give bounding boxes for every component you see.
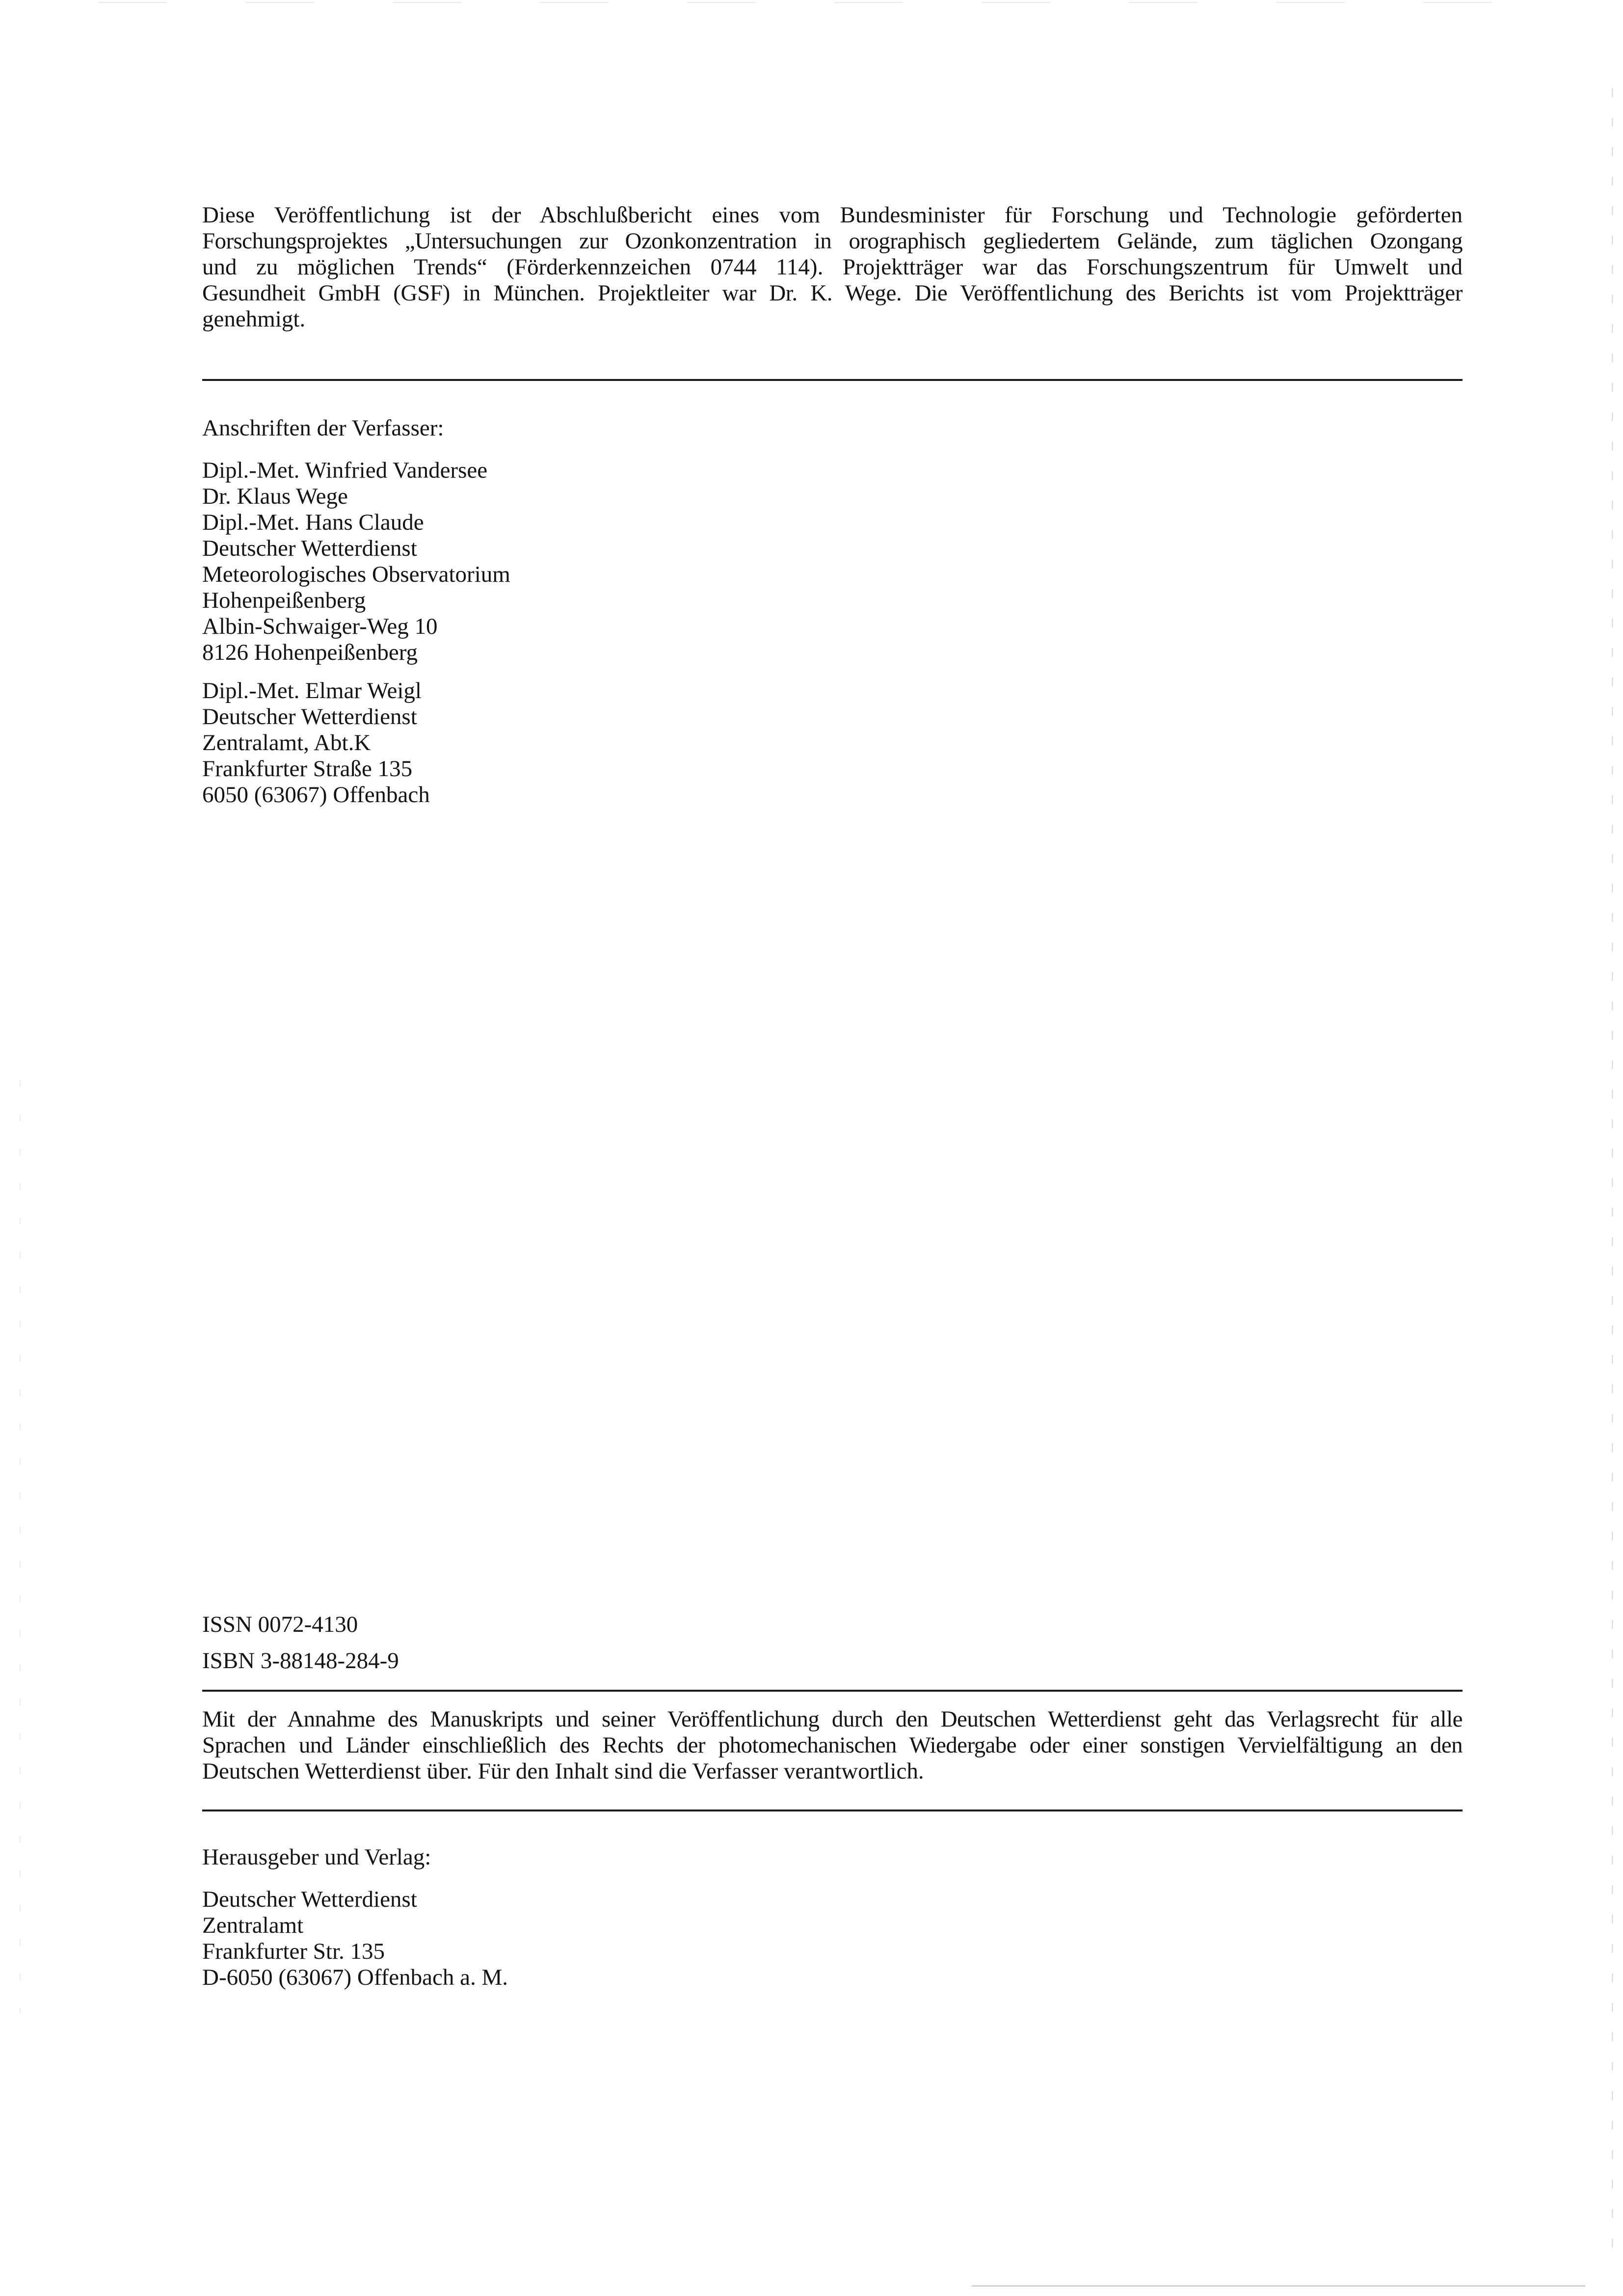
- divider-rule: [202, 379, 1463, 381]
- authors-section: [202, 415, 1463, 808]
- rights-line: Deutschen Wetterdienst über. Für den Inhalt sind die Verfasser verantwortlich.: [202, 1758, 924, 1784]
- address-line: Frankfurter Straße 135: [202, 756, 413, 782]
- publisher-address: [202, 1887, 1463, 1991]
- address-line: Dr. Klaus Wege: [202, 484, 348, 509]
- identifiers-section: [202, 1612, 1463, 1674]
- authors-heading: Anschriften der Verfasser:: [202, 415, 444, 441]
- intro-line: genehmigt.: [202, 306, 306, 332]
- rights-line: Mit der Annahme des Manuskripts und seiner Veröffentlichung durch den Deutschen Wetterdienst geht das Verlagsrecht für alle: [202, 1706, 1463, 1732]
- scan-artifact-right-edge: [1612, 88, 1613, 2248]
- scan-artifact-top: [98, 2, 1521, 3]
- address-line: Deutscher Wetterdienst: [202, 536, 417, 561]
- address-line: Dipl.-Met. Elmar Weigl: [202, 678, 422, 703]
- scan-artifact-left-edge: [20, 1080, 21, 2013]
- address-line: Meteorologisches Observatorium: [202, 562, 510, 587]
- rights-paragraph: [202, 1706, 1463, 1784]
- address-line: Albin-Schwaiger-Weg 10: [202, 614, 438, 639]
- intro-line: Gesundheit GmbH (GSF) in München. Projektleiter war Dr. K. Wege. Die Veröffentlichung des Berichts ist vom Projektträger: [202, 280, 1463, 306]
- intro-text: [202, 202, 1463, 332]
- publisher-line: D-6050 (63067) Offenbach a. M.: [202, 1965, 508, 1990]
- divider-rule: [202, 1810, 1463, 1811]
- author-address-group: [202, 678, 1463, 808]
- isbn-number: ISBN 3-88148-284-9: [202, 1648, 399, 1674]
- intro-line: Diese Veröffentlichung ist der Abschlußbericht eines vom Bundesminister für Forschung und Technologie geförderten: [202, 202, 1463, 228]
- address-line: 6050 (63067) Offenbach: [202, 782, 430, 808]
- address-line: Dipl.-Met. Winfried Vandersee: [202, 458, 488, 483]
- divider-rule: [202, 1690, 1463, 1692]
- intro-paragraph: [202, 202, 1463, 332]
- rights-text: [202, 1706, 1463, 1784]
- address-line: Deutscher Wetterdienst: [202, 704, 417, 729]
- publisher-heading: Herausgeber und Verlag:: [202, 1844, 431, 1870]
- publisher-line: Deutscher Wetterdienst: [202, 1887, 417, 1912]
- author-address-group: [202, 458, 1463, 666]
- address-line: 8126 Hohenpeißenberg: [202, 640, 418, 665]
- address-line: Dipl.-Met. Hans Claude: [202, 510, 424, 535]
- publisher-line: Frankfurter Str. 135: [202, 1939, 385, 1964]
- intro-line: Forschungsprojektes „Untersuchungen zur Ozonkonzentration in orographisch gegliedertem Gelände, zum täglichen Ozongang: [202, 228, 1463, 254]
- intro-line: und zu möglichen Trends“ (Förderkennzeichen 0744 114). Projektträger war das Forschungszentrum für Umwelt und: [202, 254, 1463, 280]
- scan-artifact-bottom: [972, 2285, 1585, 2287]
- publisher-line: Zentralamt: [202, 1913, 304, 1938]
- publisher-section: [202, 1844, 1463, 1991]
- rights-line: Sprachen und Länder einschließlich des Rechts der photomechanischen Wiedergabe oder einer sonstigen Vervielfältigung an den: [202, 1732, 1463, 1758]
- address-line: Zentralamt, Abt.K: [202, 730, 371, 756]
- address-line: Hohenpeißenberg: [202, 588, 366, 613]
- issn-number: ISSN 0072-4130: [202, 1612, 358, 1637]
